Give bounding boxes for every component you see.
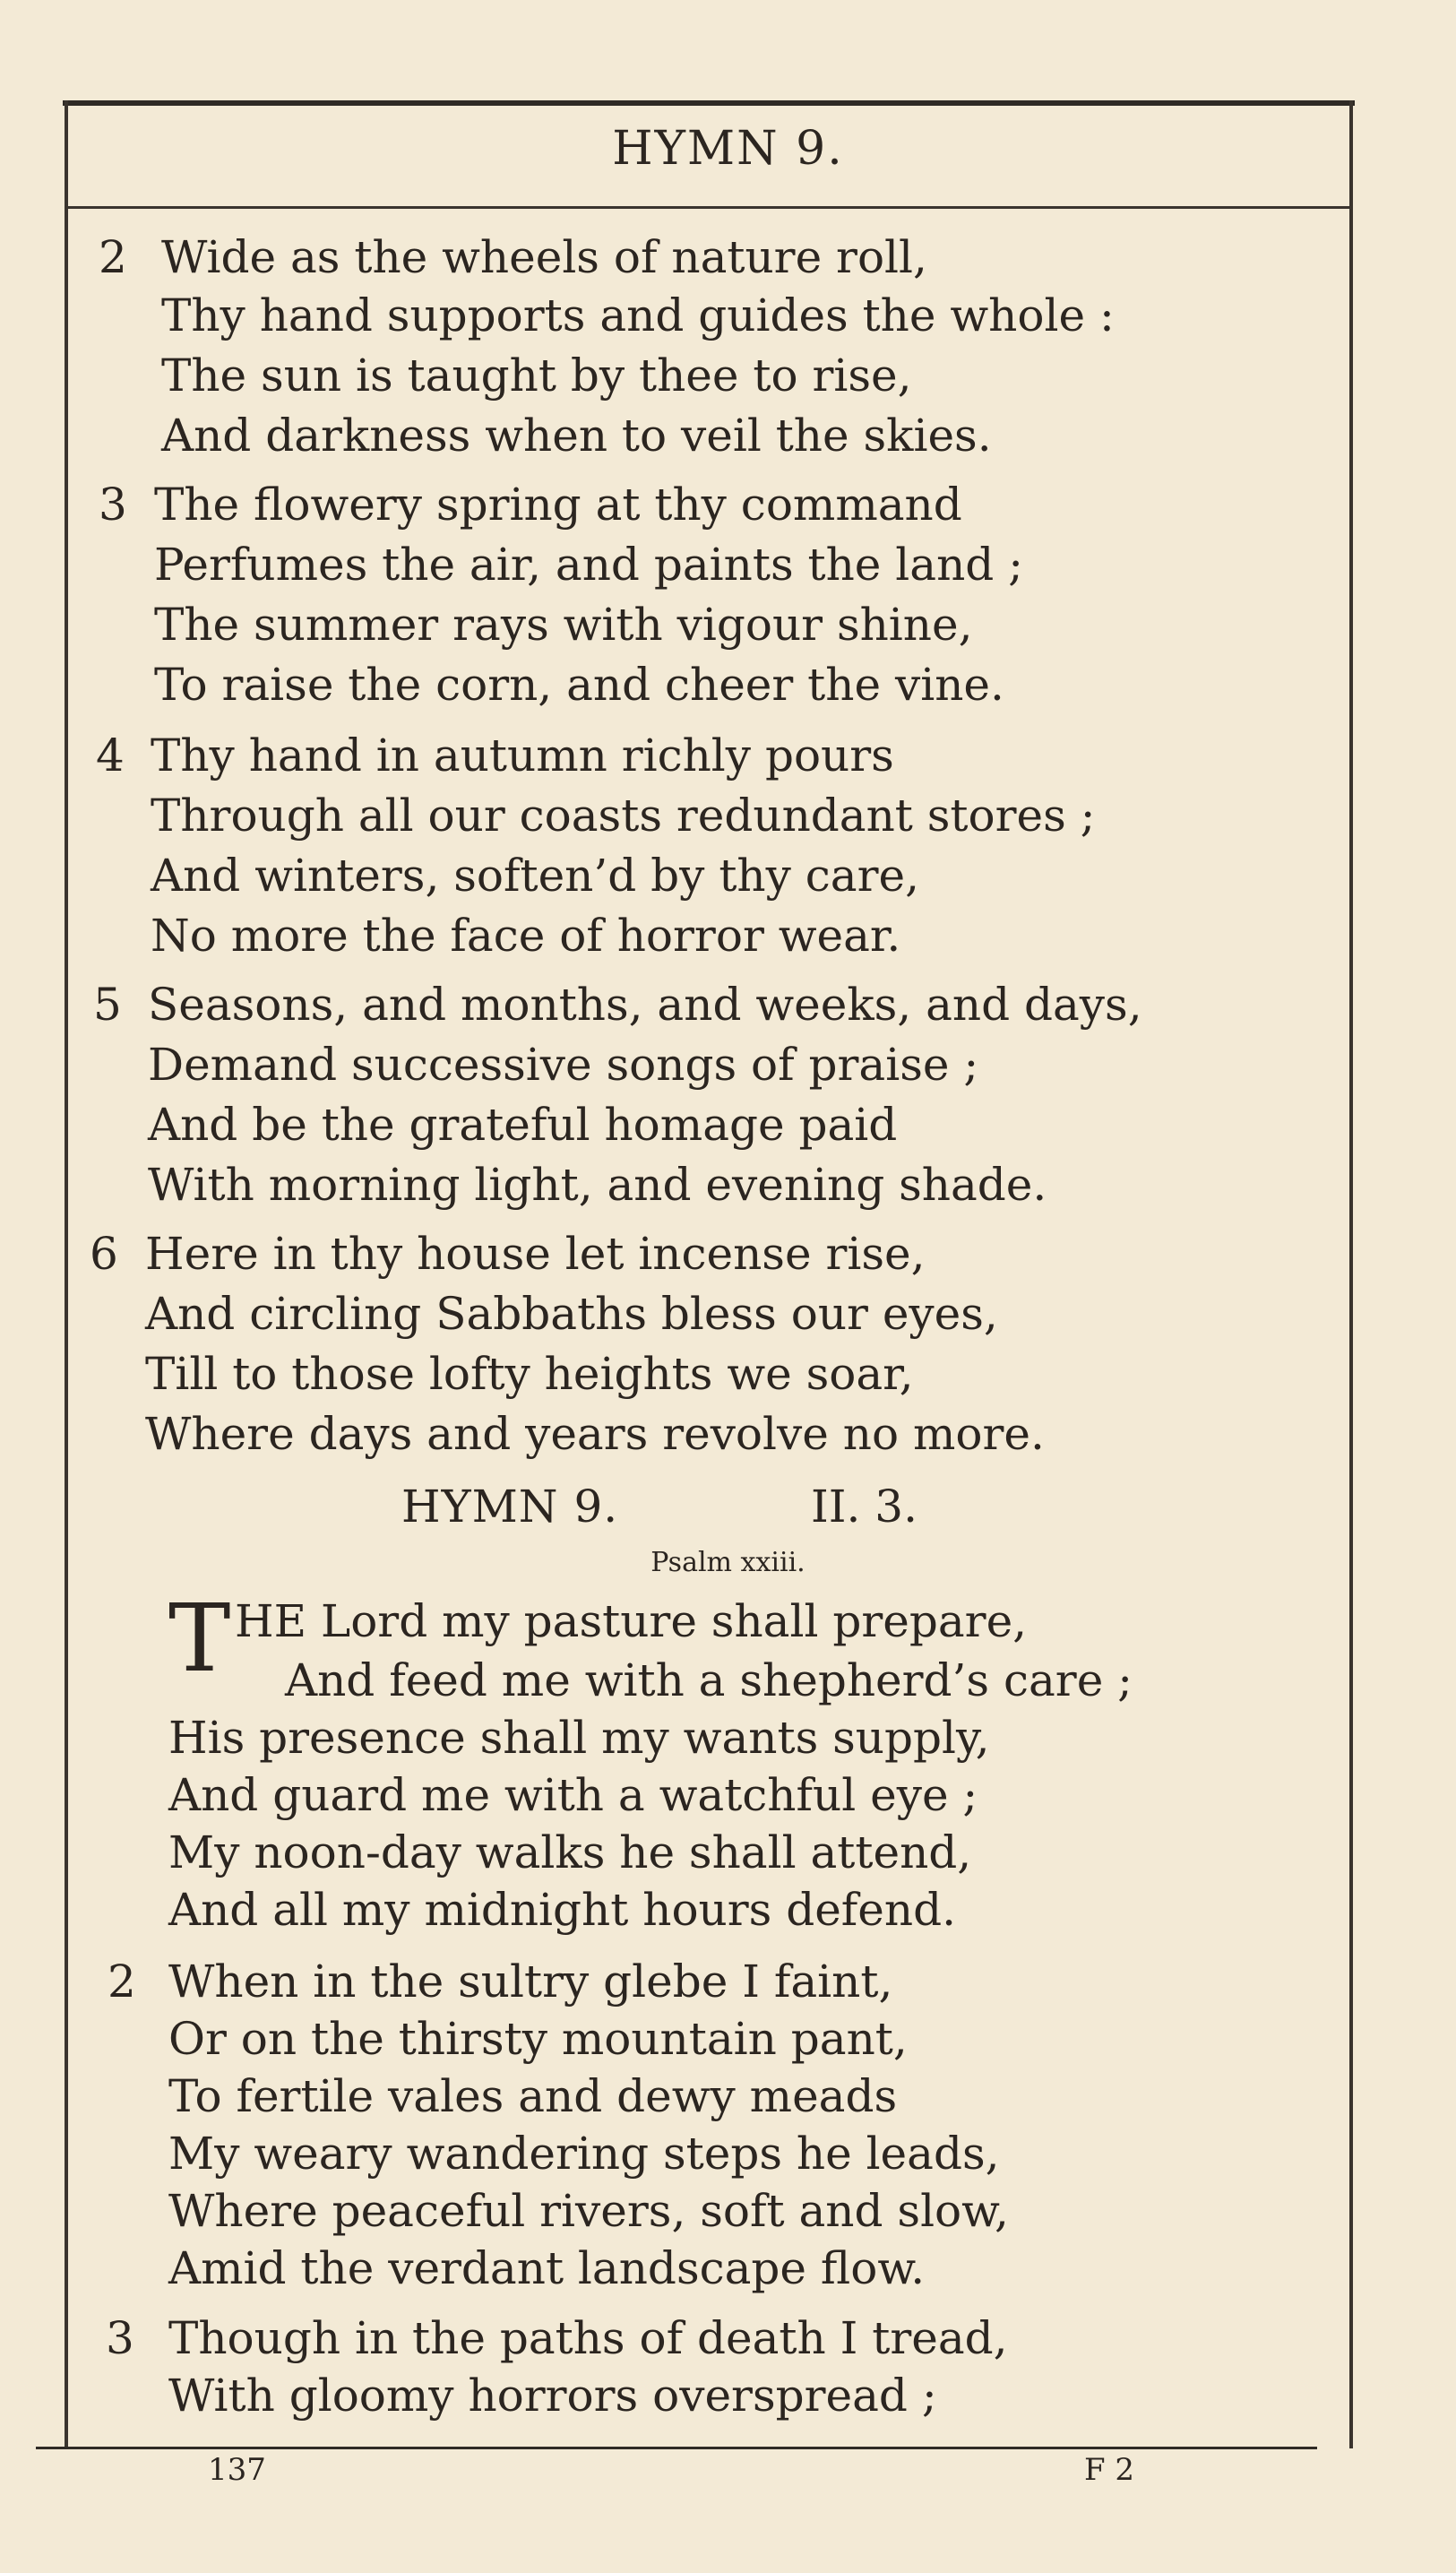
header-rule [65,206,1353,209]
verse-line: Where peaceful rivers, soft and slow, [168,2185,1009,2237]
verse-line: Thy hand in autumn richly pours [151,730,894,781]
running-head: HYMN 9. [612,122,844,176]
verse-line: And feed me with a shepherd’s care ; [285,1654,1133,1706]
verse-line: Here in thy house let incense rise, [145,1228,926,1280]
drop-cap: T [168,1584,231,1693]
frame-left-rule [65,100,68,2448]
verse-line: With morning light, and evening shade. [148,1159,1047,1211]
verse-line: When in the sultry glebe I faint, [168,1956,893,2007]
stanza-number: 5 [93,979,122,1031]
frame-bottom-rule [36,2447,1317,2449]
verse-line: The sun is taught by thee to rise, [161,350,912,401]
verse-line: And guard me with a watchful eye ; [168,1769,978,1821]
verse-line: Demand successive songs of praise ; [148,1039,979,1091]
verse-line: Till to those lofty heights we soar, [145,1348,914,1400]
verse-line: His presence shall my wants supply, [168,1712,990,1764]
verse-line: The flowery spring at thy command [154,479,962,531]
verse-line: To raise the corn, and cheer the vine. [154,659,1004,711]
hymn-title: HYMN 9. [401,1481,619,1533]
stanza-number: 6 [90,1228,118,1280]
verse-line: Or on the thirsty mountain pant, [168,2013,908,2065]
verse-line: And darkness when to veil the skies. [161,410,992,462]
stanza-number: 2 [99,231,127,283]
verse-line: Though in the paths of death I tread, [168,2312,1008,2364]
verse-line: No more the face of horror wear. [151,910,901,962]
verse-line: The summer rays with vigour shine, [154,599,973,651]
verse-line: And be the grateful homage paid [148,1099,898,1151]
verse-line: Wide as the wheels of nature roll, [161,231,927,283]
page-number: 137 [208,2452,266,2488]
stanza-number: 3 [99,479,127,531]
verse-line: My noon-day walks he shall attend, [168,1826,972,1878]
verse-line: And all my midnight hours defend. [168,1884,957,1936]
verse-line: Where days and years revolve no more. [145,1408,1045,1460]
verse-line: HE Lord my pasture shall prepare, [235,1595,1028,1647]
verse-line: Amid the verdant landscape flow. [168,2242,926,2294]
frame-top-rule [63,100,1355,106]
hymn-meter: II. 3. [811,1481,918,1533]
frame-right-rule [1349,100,1353,2448]
verse-line: Seasons, and months, and weeks, and days, [148,979,1142,1031]
psalm-reference: Psalm xxiii. [650,1547,806,1578]
verse-line: My weary wandering steps he leads, [168,2128,1000,2180]
stanza-number: 2 [108,1956,136,2007]
verse-line: With gloomy horrors overspread ; [168,2370,937,2422]
printer-signature: F 2 [1084,2452,1135,2488]
verse-line: Perfumes the air, and paints the land ; [154,539,1024,591]
stanza-number: 3 [106,2312,134,2364]
verse-line: To fertile vales and dewy meads [168,2070,898,2122]
verse-line: Thy hand supports and guides the whole : [161,289,1115,341]
stanza-number: 4 [96,730,125,781]
verse-line: And winters, soften’d by thy care, [151,850,919,902]
verse-line: And circling Sabbaths bless our eyes, [145,1288,998,1340]
verse-line: Through all our coasts redundant stores ; [151,790,1096,842]
